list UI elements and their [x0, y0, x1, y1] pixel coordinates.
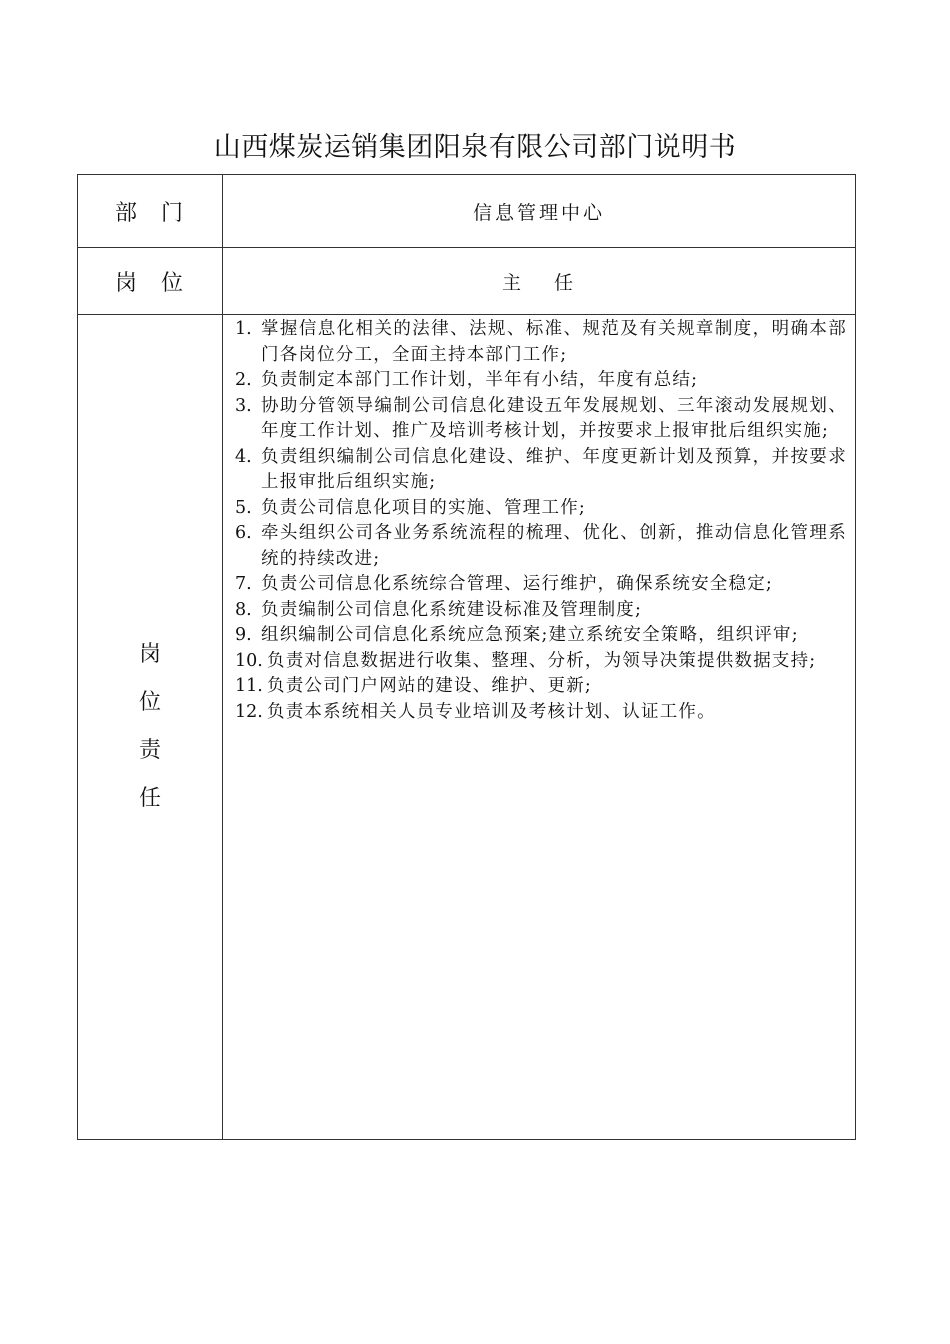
item-text: 负责编制公司信息化系统建设标准及管理制度;	[261, 599, 643, 620]
responsibilities-content	[223, 315, 856, 1140]
position-value	[223, 248, 856, 315]
item-text: 牵头组织公司各业务系统流程的梳理、优化、创新，推动信息化管理系统的持续改进;	[261, 523, 847, 569]
list-item	[235, 317, 847, 368]
item-text: 组织编制公司信息化系统应急预案;建立系统安全策略，组织评审;	[261, 625, 799, 645]
item-number: 2.	[235, 370, 252, 390]
list-item	[235, 674, 847, 700]
list-item	[235, 572, 847, 598]
department-label	[78, 175, 223, 248]
item-number: 11.	[235, 676, 263, 696]
item-number: 9.	[235, 625, 252, 645]
responsibilities-label-char: 任	[138, 786, 161, 811]
department-description-table	[77, 174, 856, 1140]
responsibilities-label-char: 责	[138, 738, 161, 763]
department-value: 信息管理中心	[223, 175, 856, 248]
item-text: 负责公司信息化项目的实施、管理工作;	[261, 497, 586, 518]
responsibilities-list	[223, 315, 855, 725]
responsibilities-label	[78, 315, 223, 1140]
item-number: 3.	[235, 395, 252, 416]
department-row	[78, 175, 856, 248]
list-item	[235, 445, 847, 496]
list-item	[235, 394, 847, 445]
responsibilities-label-char: 位	[138, 690, 161, 715]
item-text: 掌握信息化相关的法律、法规、标准、规范及有关规章制度，明确本部门各岗位分工，全面主持本部门工作;	[261, 319, 847, 365]
list-item	[235, 496, 847, 522]
item-text: 负责公司信息化系统综合管理、运行维护，确保系统安全稳定;	[261, 574, 773, 594]
item-text: 负责本系统相关人员专业培训及考核计划、认证工作。	[267, 701, 716, 722]
item-text: 负责制定本部门工作计划，半年有小结，年度有总结;	[261, 370, 699, 390]
item-text: 协助分管领导编制公司信息化建设五年发展规划、三年滚动发展规划、年度工作计划、推广及培训考核计划，并按要求上报审批后组织实施;	[261, 395, 847, 441]
item-number: 12.	[235, 701, 263, 722]
item-text: 负责公司门户网站的建设、维护、更新;	[267, 676, 592, 696]
position-row	[78, 248, 856, 315]
position-value-char-2: 任	[554, 271, 577, 294]
item-number: 1.	[235, 319, 252, 339]
department-label-char-1: 部	[114, 200, 139, 226]
item-text: 负责对信息数据进行收集、整理、分析，为领导决策提供数据支持;	[267, 650, 817, 671]
document-title: 山西煤炭运销集团阳泉有限公司部门说明书	[213, 132, 737, 163]
position-label	[78, 248, 223, 315]
list-item	[235, 521, 847, 572]
list-item	[235, 368, 847, 394]
item-number: 4.	[235, 446, 252, 467]
item-number: 5.	[235, 497, 252, 518]
item-text: 负责组织编制公司信息化建设、维护、年度更新计划及预算，并按要求上报审批后组织实施;	[261, 446, 847, 492]
position-value-char-1: 主	[501, 271, 524, 294]
item-number: 6.	[235, 523, 252, 543]
responsibilities-row	[78, 315, 856, 1140]
item-number: 8.	[235, 599, 252, 620]
list-item	[235, 623, 847, 649]
item-number: 10.	[235, 650, 263, 671]
position-label-char-1: 岗	[114, 270, 139, 296]
list-item	[235, 649, 847, 675]
responsibilities-label-char: 岗	[138, 642, 161, 667]
department-label-char-2: 门	[161, 200, 186, 226]
list-item	[235, 598, 847, 624]
list-item	[235, 700, 847, 726]
item-number: 7.	[235, 574, 252, 594]
position-label-char-2: 位	[161, 270, 186, 296]
